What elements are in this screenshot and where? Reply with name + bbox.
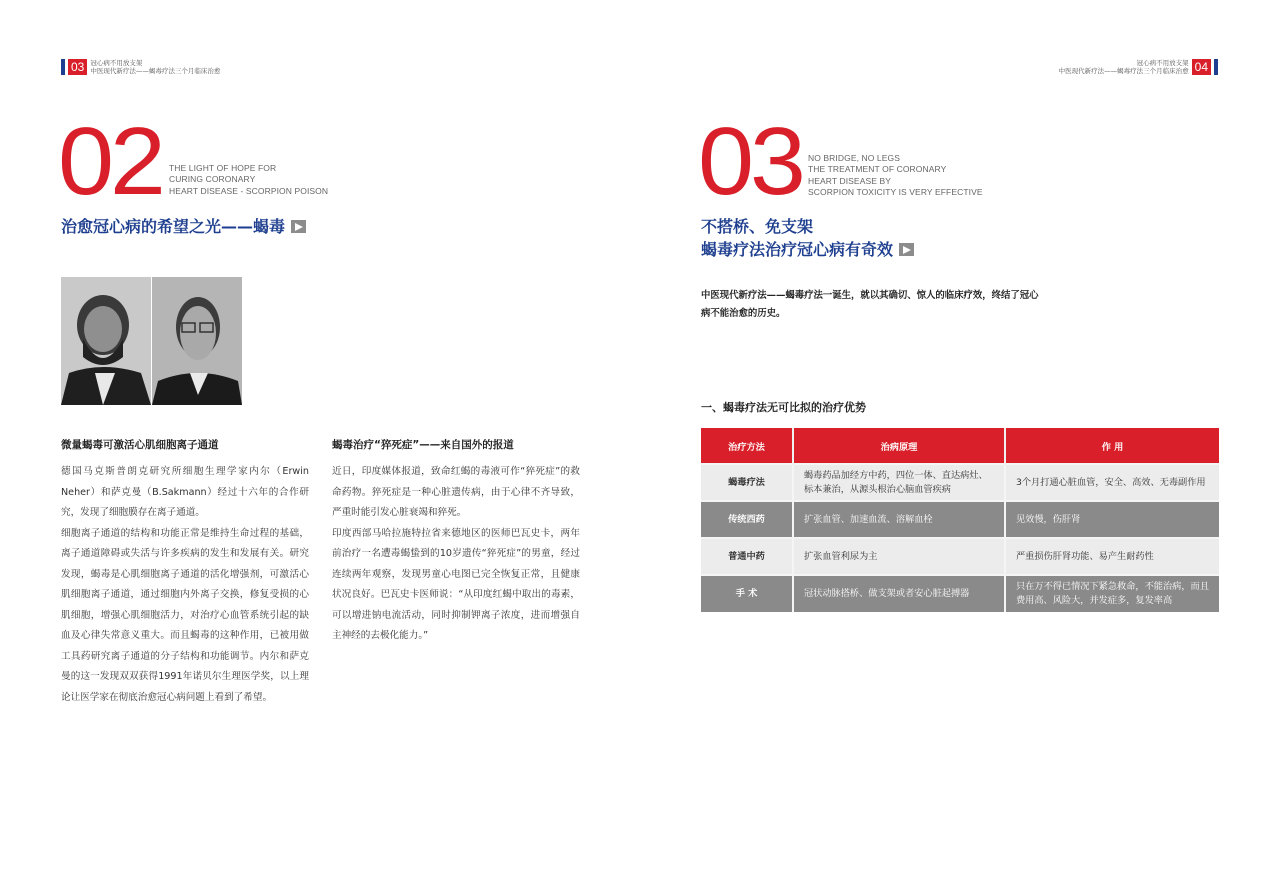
article-sudden-death bbox=[332, 438, 580, 647]
section-english-subtitle: THE LIGHT OF HOPE FOR CURING CORONARY HEART DISEASE - SCORPION POISON bbox=[169, 163, 329, 196]
cell-effect: 严重损伤肝肾功能、易产生耐药性 bbox=[1005, 538, 1219, 575]
running-header-text: 冠心病不用放支架 中医现代新疗法——蝎毒疗法三个月临床治愈 bbox=[90, 59, 221, 75]
header-bar bbox=[1214, 59, 1218, 75]
cell-method: 普通中药 bbox=[701, 538, 793, 575]
running-header-text: 冠心病不用放支架 中医现代新疗法——蝎毒疗法三个月临床治愈 bbox=[1058, 59, 1189, 75]
section-number: 03 bbox=[698, 108, 802, 215]
table-title: 一、蝎毒疗法无可比拟的治疗优势 bbox=[701, 401, 866, 414]
lead-paragraph: 中医现代新疗法——蝎毒疗法一诞生，就以其确切、惊人的临床疗效，终结了冠心病不能治愈的历史。 bbox=[701, 290, 1039, 319]
cell-principle: 扩张血管、加速血流、溶解血栓 bbox=[793, 501, 1005, 538]
cell-effect: 见效慢，伤肝肾 bbox=[1005, 501, 1219, 538]
table-header-row bbox=[701, 428, 1219, 464]
column-header: 治病原理 bbox=[793, 428, 1005, 464]
article-heading: 蝎毒治疗“猝死症”——来自国外的报道 bbox=[332, 439, 514, 451]
table-row bbox=[701, 464, 1219, 501]
article-paragraph: 细胞离子通道的结构和功能正常是维持生命过程的基础，离子通道障碍或失活与许多疾病的发生和发展有关。研究发现，蝎毒是心肌细胞离子通道的活化增强剂，可激活心肌细胞离子通道，通过细胞内外离子交换，修复受损的心肌细胞，增强心肌细胞活力，对治疗心血管系统引起的缺血及心律失常意义重大。而且蝎毒的这种作用，已被用做工具药研究离子通道的分子结构和功能调节。内尔和萨克曼的这一发现双双获得1991年诺贝尔生理医学奖，以上理论让医学家在彻底治愈冠心病问题上看到了希望。 bbox=[61, 527, 309, 703]
article-heading: 微量蝎毒可激活心肌细胞离子通道 bbox=[61, 439, 219, 451]
article-paragraph: 近日，印度媒体报道，致命红蝎的毒液可作“猝死症”的救命药物。猝死症是一种心脏遗传病，由于心律不齐导致，严重时能引发心脏衰竭和猝死。 bbox=[332, 466, 580, 518]
cell-principle: 蝎毒药品加经方中药，四位一体、直达病灶、标本兼治，从源头根治心脑血管疾病 bbox=[793, 464, 1005, 501]
left-running-header bbox=[61, 59, 220, 75]
article-paragraph: 印度西部马哈拉施特拉省来德地区的医师巴瓦史卡，两年前治疗一名遭毒蝎蛰到的10岁遗传“猝死症”的男童，经过连续两年观察，发现男童心电图已完全恢复正常，且健康状况良好。巴瓦史卡医师说：“从印度红蝎中取出的毒素，可以增进钠电流活动，同时抑制钾离子浓度，进而增强自主神经的去极化能力。” bbox=[332, 527, 580, 641]
cell-principle: 扩张血管利尿为主 bbox=[793, 538, 1005, 575]
page-number: 03 bbox=[68, 59, 87, 75]
arrow-right-icon bbox=[899, 243, 914, 256]
cell-method: 手 术 bbox=[701, 575, 793, 612]
cell-method: 传统西药 bbox=[701, 501, 793, 538]
page-number: 04 bbox=[1192, 59, 1211, 75]
table-row bbox=[701, 575, 1219, 612]
article-ion-channel bbox=[61, 438, 309, 708]
section-number: 02 bbox=[58, 108, 162, 215]
table-row bbox=[701, 538, 1219, 575]
cell-effect: 只在万不得已情况下紧急救命，不能治病，而且费用高、风险大，并发症多，复发率高 bbox=[1005, 575, 1219, 612]
header-bar bbox=[61, 59, 65, 75]
section-title: 不搭桥、免支架 蝎毒疗法治疗冠心病有奇效 bbox=[701, 215, 914, 261]
arrow-right-icon bbox=[291, 220, 306, 233]
treatment-comparison-table bbox=[701, 428, 1219, 612]
right-running-header bbox=[1059, 59, 1218, 75]
section-english-subtitle: NO BRIDGE, NO LEGS THE TREATMENT OF CORONARY HEART DISEASE BY SCORPION TOXICITY IS VERY EFFECTIVE bbox=[808, 153, 983, 197]
photo-bert-sakmann bbox=[152, 277, 242, 405]
portrait-image bbox=[152, 277, 242, 405]
column-header: 作 用 bbox=[1005, 428, 1219, 464]
cell-method: 蝎毒疗法 bbox=[701, 464, 793, 501]
photo-erwin-neher bbox=[61, 277, 151, 405]
table-row bbox=[701, 501, 1219, 538]
section-title: 治愈冠心病的希望之光——蝎毒 bbox=[61, 215, 306, 238]
portrait-image bbox=[61, 277, 151, 405]
column-header: 治疗方法 bbox=[701, 428, 793, 464]
cell-effect: 3个月打通心脏血管，安全、高效、无毒副作用 bbox=[1005, 464, 1219, 501]
cell-principle: 冠状动脉搭桥、做支架或者安心脏起搏器 bbox=[793, 575, 1005, 612]
article-paragraph: 德国马克斯普朗克研究所细胞生理学家内尔（Erwin Neher）和萨克曼（B.Sakmann）经过十六年的合作研究，发现了细胞膜存在离子通道。 bbox=[61, 466, 309, 518]
